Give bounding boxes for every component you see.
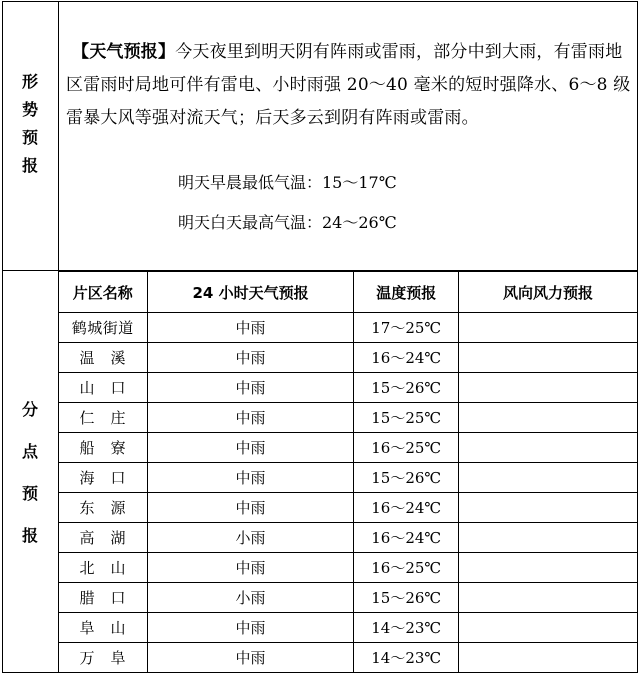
- table-row: [59, 583, 638, 613]
- temp-cell: 15～26℃: [354, 463, 459, 493]
- area-cell: 北 山: [59, 553, 148, 583]
- area-cell: 万 阜: [59, 643, 148, 673]
- side-char: 预: [21, 484, 38, 503]
- header-temp: 温度预报: [354, 272, 459, 313]
- area-cell: 腊 口: [59, 583, 148, 613]
- side-char: 分: [21, 400, 38, 419]
- table-row: [59, 313, 638, 343]
- wind-cell: [459, 313, 638, 343]
- temp-cell: 16～25℃: [354, 553, 459, 583]
- weather-cell: 小雨: [147, 583, 354, 613]
- wind-cell: [459, 523, 638, 553]
- table-row: [59, 343, 638, 373]
- temp-cell: 15～25℃: [354, 403, 459, 433]
- wind-cell: [459, 463, 638, 493]
- weather-cell: 中雨: [147, 433, 354, 463]
- wind-cell: [459, 403, 638, 433]
- table-row: [59, 523, 638, 553]
- header-area: 片区名称: [59, 272, 148, 313]
- side-char: 预: [21, 128, 38, 147]
- side-char: 形: [21, 72, 38, 91]
- temp-cell: 16～24℃: [354, 523, 459, 553]
- wind-cell: [459, 433, 638, 463]
- table-row: [59, 403, 638, 433]
- forecast-body: 今天夜里到明天阴有阵雨或雷雨，部分中到大雨，有雷雨地区雷雨时局地可伴有雷电、小时雨强 20～40 毫米的短时强降水、6～8 级雷暴大风等强对流天气；后天多云到阴有阵雨或雷雨。: [66, 42, 631, 128]
- wind-cell: [459, 493, 638, 523]
- area-cell: 鹤城街道: [59, 313, 148, 343]
- weather-cell: 中雨: [147, 643, 354, 673]
- side-char: 点: [21, 442, 38, 461]
- table-header-row: [59, 272, 638, 313]
- points-side-label: [2, 396, 58, 564]
- max-temp-line: 明天白天最高气温：24～26℃: [178, 213, 397, 232]
- temp-cell: 14～23℃: [354, 643, 459, 673]
- temp-cell: 16～24℃: [354, 343, 459, 373]
- area-cell: 阜 山: [59, 613, 148, 643]
- table-row: [59, 493, 638, 523]
- weather-cell: 小雨: [147, 523, 354, 553]
- table-row: [59, 373, 638, 403]
- area-cell: 高 湖: [59, 523, 148, 553]
- weather-cell: 中雨: [147, 313, 354, 343]
- side-char: 势: [21, 100, 38, 119]
- header-wind: 风向风力预报: [459, 272, 638, 313]
- situation-paragraph: [66, 36, 634, 135]
- temp-cell: 16～24℃: [354, 493, 459, 523]
- area-cell: 海 口: [59, 463, 148, 493]
- temp-cell: 17～25℃: [354, 313, 459, 343]
- area-cell: 船 寮: [59, 433, 148, 463]
- wind-cell: [459, 553, 638, 583]
- wind-cell: [459, 343, 638, 373]
- area-cell: 仁 庄: [59, 403, 148, 433]
- weather-cell: 中雨: [147, 553, 354, 583]
- weather-cell: 中雨: [147, 343, 354, 373]
- wind-cell: [459, 583, 638, 613]
- weather-cell: 中雨: [147, 403, 354, 433]
- point-forecast-table: [58, 271, 638, 673]
- weather-cell: 中雨: [147, 463, 354, 493]
- weather-cell: 中雨: [147, 493, 354, 523]
- area-cell: 山 口: [59, 373, 148, 403]
- table-row: [59, 463, 638, 493]
- weather-cell: 中雨: [147, 373, 354, 403]
- table-row: [59, 553, 638, 583]
- table-row: [59, 643, 638, 673]
- min-temp-line: 明天早晨最低气温：15～17℃: [178, 173, 397, 192]
- table-row: [59, 613, 638, 643]
- weather-cell: 中雨: [147, 613, 354, 643]
- area-cell: 温 溪: [59, 343, 148, 373]
- wind-cell: [459, 613, 638, 643]
- temp-cell: 16～25℃: [354, 433, 459, 463]
- table-body: [59, 313, 638, 673]
- table-row: [59, 433, 638, 463]
- side-char: 报: [21, 526, 38, 545]
- wind-cell: [459, 643, 638, 673]
- side-char: 报: [21, 156, 38, 175]
- situation-side-label: [2, 68, 58, 180]
- temp-cell: 15～26℃: [354, 373, 459, 403]
- forecast-heading: 【天气预报】: [72, 42, 176, 62]
- temp-cell: 15～26℃: [354, 583, 459, 613]
- wind-cell: [459, 373, 638, 403]
- area-cell: 东 源: [59, 493, 148, 523]
- temp-cell: 14～23℃: [354, 613, 459, 643]
- header-weather: 24 小时天气预报: [147, 272, 354, 313]
